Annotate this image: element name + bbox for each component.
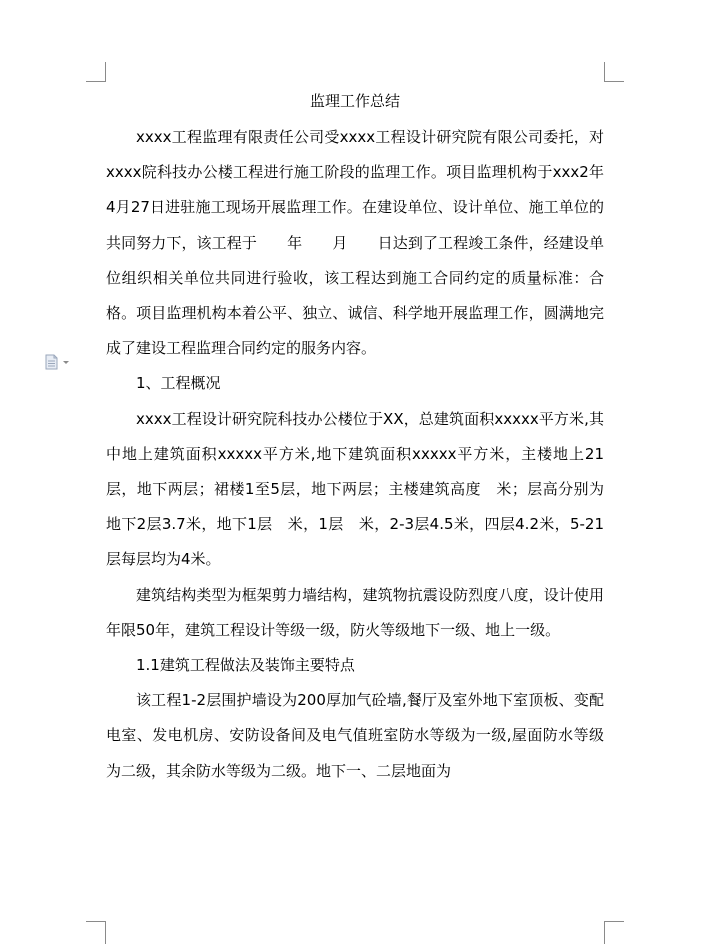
section-heading-overview: 1、工程概况 — [136, 374, 221, 393]
paragraph-structure: 建筑结构类型为框架剪力墙结构，建筑物抗震设防烈度八度，设计使用年限50年，建筑工程设计等级一级，防火等级地下一级、地上一级。 — [106, 585, 604, 639]
document-title: 监理工作总结 — [309, 92, 400, 110]
document-body — [106, 120, 604, 789]
document-icon[interactable] — [44, 354, 74, 370]
crop-mark-bottom-left — [86, 921, 106, 944]
paragraph-overview: xxxx工程设计研究院科技办公楼位于XX，总建筑面积xxxxx平方米,其中地上建筑面积xxxxx平方米,地下建筑面积xxxxx平方米，主楼地上21层，地下两层；裙楼1至5层，地下两层；主楼建筑高度 米；层高分别为地下2层3.7米，地下1层 米，1层 米，2-3层4.5米，四层4.2米，5-21层每层均为4米。 — [106, 409, 604, 569]
section-heading-features: 1.1建筑工程做法及装饰主要特点 — [136, 656, 355, 675]
paragraph-features: 该工程1-2层围护墙设为200厚加气砼墙,餐厅及室外地下室顶板、变配电室、发电机房、安防设备间及电气值班室防水等级为一级,屋面防水等级为二级，其余防水等级为二级。地下一、二层地面为 — [106, 691, 604, 780]
paragraph-intro: xxxx工程监理有限责任公司受xxxx工程设计研究院有限公司委托，对xxxx院科技办公楼工程进行施工阶段的监理工作。项目监理机构于xxx2年4月27日进驻施工现场开展监理工作。在建设单位、设计单位、施工单位的共同努力下，该工程于 年 月 日达到了工程竣工条件，经建设单位组织相关单位共同进行验收，该工程达到施工合同约定的质量标准：合格。项目监理机构本着公平、独立、诚信、科学地开展监理工作，圆满地完成了建设工程监理合同约定的服务内容。 — [106, 128, 604, 358]
crop-mark-top-left — [86, 62, 106, 82]
crop-mark-top-right — [604, 62, 624, 82]
crop-mark-bottom-right — [604, 921, 624, 944]
